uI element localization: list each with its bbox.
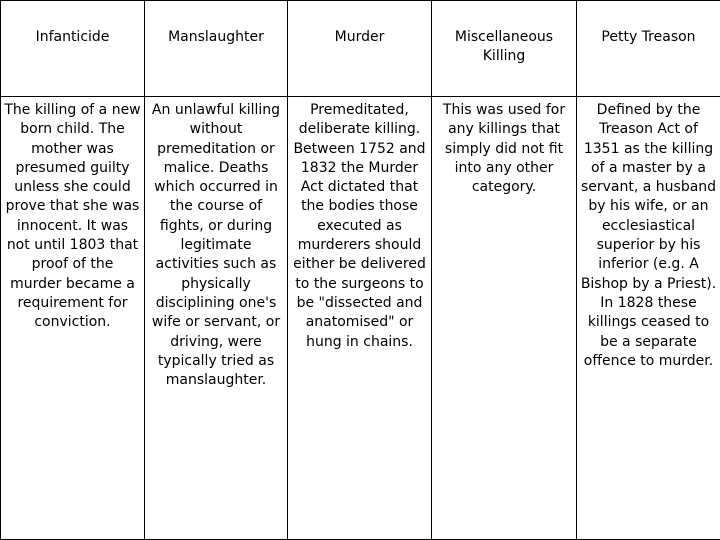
- header-murder: Murder: [288, 1, 432, 97]
- description-manslaughter: An unlawful killing without premeditation or malice. Deaths which occurred in the course of fights, or during legitimate activities such as physically disciplining one's wife or servant, or driving, were typically tried as manslaughter.: [145, 97, 288, 540]
- header-manslaughter: Manslaughter: [145, 1, 288, 97]
- description-murder: Premeditated, deliberate killing. Between 1752 and 1832 the Murder Act dictated that the bodies those executed as murderers should either be delivered to the surgeons to be "dissected and anatomised" or hung in chains.: [288, 97, 432, 540]
- description-infanticide: The killing of a new born child. The mother was presumed guilty unless she could prove that she was innocent. It was not until 1803 that proof of the murder became a requirement for conviction.: [1, 97, 145, 540]
- header-miscellaneous-killing: Miscellaneous Killing: [432, 1, 577, 97]
- description-miscellaneous-killing: This was used for any killings that simply did not fit into any other category.: [432, 97, 577, 540]
- description-petty-treason: Defined by the Treason Act of 1351 as the killing of a master by a servant, a husband by his wife, or an ecclesiastical superior by his inferior (e.g. A Bishop by a Priest). In 1828 these killings ceased to be a separate offence to murder.: [577, 97, 720, 540]
- description-row: [1, 97, 720, 540]
- header-infanticide: Infanticide: [1, 1, 145, 97]
- header-petty-treason: Petty Treason: [577, 1, 720, 97]
- header-row: [1, 1, 720, 97]
